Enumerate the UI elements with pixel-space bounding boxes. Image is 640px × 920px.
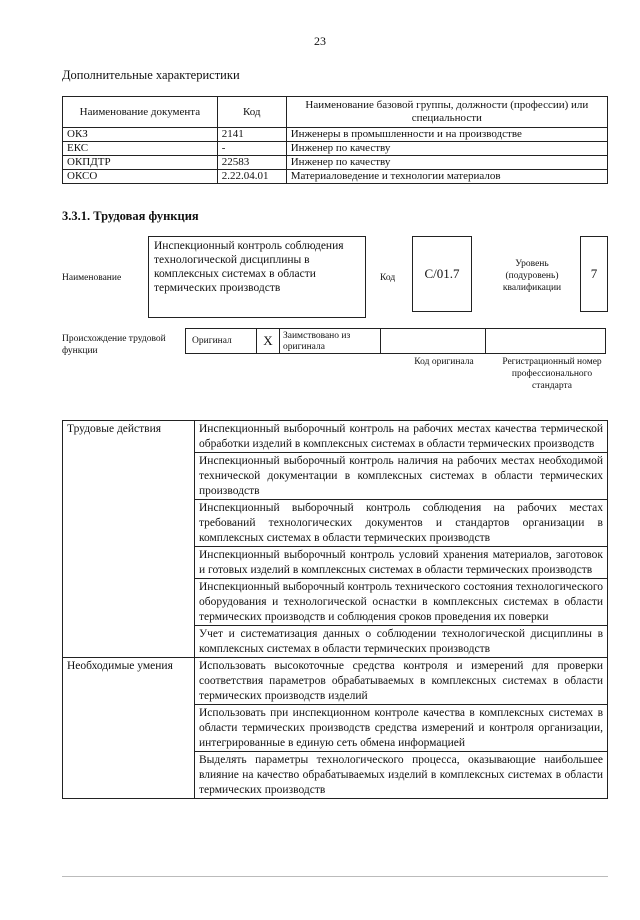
table-row — [63, 156, 608, 170]
skill-item: Использовать высокоточные средства контроля и измерений для проверки соответствия параметров обрабатываемых в комплексных системах в области термических производств изделий — [195, 658, 608, 705]
borrowed-cell: Заимствовано из оригинала — [279, 328, 381, 354]
additional-characteristics-table — [62, 96, 608, 184]
labor-action-item: Инспекционный выборочный контроль наличия на рабочих местах необходимой технической документации в комплексных системах в области термических производств — [195, 453, 608, 500]
function-code-box: С/01.7 — [412, 236, 472, 312]
origin-row — [186, 328, 608, 354]
skill-item: Выделять параметры технологического процесса, оказывающие наибольшее влияние на качество обрабатываемых изделий в комплексных системах в области термических производств — [195, 752, 608, 799]
cell-document: ЕКС — [63, 142, 218, 156]
table-row — [63, 658, 608, 705]
header-group-name: Наименование базовой группы, должности (профессии) или специальности — [286, 97, 607, 128]
cell-group: Материаловедение и технологии материалов — [286, 170, 607, 184]
function-name-box: Инспекционный контроль соблюдения технологической дисциплины в комплексных системах в области термических производств — [148, 236, 366, 318]
table-row — [63, 128, 608, 142]
cell-document: ОКЗ — [63, 128, 218, 142]
labor-function-table — [62, 420, 608, 799]
skill-item: Использовать при инспекционном контроле качества в комплексных системах в области термических производств средства измерений и контроля организации, интегрированные в единую сеть обмена информацией — [195, 705, 608, 752]
header-document-name: Наименование документа — [63, 97, 218, 128]
additional-characteristics-title: Дополнительные характеристики — [62, 68, 240, 82]
cell-group: Инженер по качеству — [286, 142, 607, 156]
labor-actions-label: Трудовые действия — [63, 421, 195, 658]
cell-code: 2141 — [217, 128, 286, 142]
labor-action-item: Инспекционный выборочный контроль условий хранения материалов, заготовок и готовых изделий в комплексных системах в области термических производств — [195, 547, 608, 579]
labor-action-item: Учет и систематизация данных о соблюдении технологической дисциплины в комплексных системах в области термических производств — [195, 626, 608, 658]
original-cell: Оригинал — [185, 328, 257, 354]
cell-code: 22583 — [217, 156, 286, 170]
original-mark: X — [256, 328, 280, 354]
bottom-divider — [62, 876, 608, 877]
reg-number-label: Регистрационный номер профессионального стандарта — [502, 357, 602, 391]
code-original-label: Код оригинала — [414, 357, 474, 367]
cell-document: ОКСО — [63, 170, 218, 184]
cell-group: Инженер по качеству — [286, 156, 607, 170]
code-original-cell — [380, 328, 486, 354]
code-label: Код — [380, 273, 396, 283]
page-number: 23 — [314, 34, 326, 48]
table-row — [63, 421, 608, 453]
labor-function-heading: 3.3.1. Трудовая функция — [62, 209, 199, 223]
qualification-level-label: Уровень (подуровень) квалификации — [502, 259, 562, 293]
cell-document: ОКПДТР — [63, 156, 218, 170]
labor-action-item: Инспекционный выборочный контроль соблюдения на рабочих местах требований технологических документов и стандартов организации в комплексных системах в области термических производств — [195, 500, 608, 547]
labor-action-item: Инспекционный выборочный контроль технического состояния технологического оборудования и технологической оснастки в комплексных системах в области термических производств и соблюдения сроков проведения их поверки — [195, 579, 608, 626]
cell-code: - — [217, 142, 286, 156]
cell-code: 2.22.04.01 — [217, 170, 286, 184]
table-header-row — [63, 97, 608, 128]
table-row — [63, 142, 608, 156]
origin-label: Происхождение трудовой функции — [62, 334, 166, 356]
table-row — [63, 170, 608, 184]
labor-action-item: Инспекционный выборочный контроль на рабочих местах качества термической обработки изделий в комплексных системах в области термических производств — [195, 421, 608, 453]
qualification-level-box: 7 — [580, 236, 608, 312]
skills-label: Необходимые умения — [63, 658, 195, 799]
reg-number-cell — [485, 328, 606, 354]
name-label: Наименование — [62, 273, 122, 283]
header-code: Код — [217, 97, 286, 128]
cell-group: Инженеры в промышленности и на производстве — [286, 128, 607, 142]
